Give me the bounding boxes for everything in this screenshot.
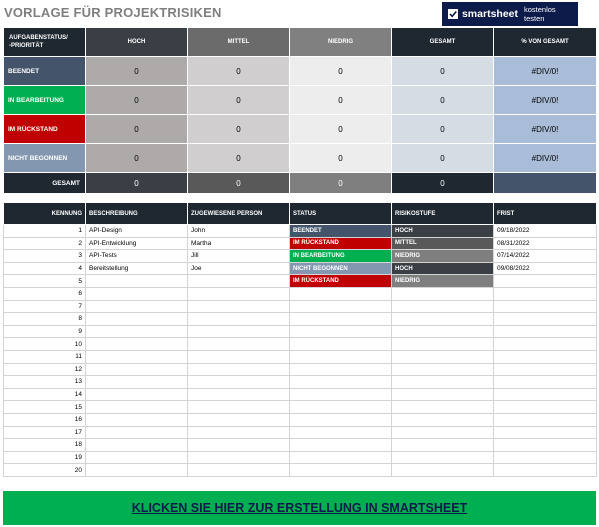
task-risk-cell[interactable]: MITTEL: [392, 237, 494, 250]
task-description-cell[interactable]: [86, 413, 188, 426]
task-description-cell[interactable]: [86, 376, 188, 389]
table-row: [4, 464, 597, 477]
task-due-cell[interactable]: [494, 376, 597, 389]
task-person-cell[interactable]: [188, 338, 290, 351]
task-person-cell[interactable]: [188, 287, 290, 300]
task-due-cell[interactable]: [494, 413, 597, 426]
summary-total-row: [4, 173, 597, 194]
task-person-cell[interactable]: [188, 401, 290, 414]
task-status-cell[interactable]: [290, 464, 392, 477]
task-status-cell[interactable]: BEENDET: [290, 225, 392, 238]
summary-cell[interactable]: 0: [392, 86, 494, 115]
task-due-cell[interactable]: [494, 363, 597, 376]
table-row: [4, 250, 597, 263]
table-row: [4, 262, 597, 275]
summary-total-cell[interactable]: 0: [86, 173, 188, 194]
summary-column-header: % VON GESAMT: [494, 28, 597, 57]
task-risk-cell[interactable]: [392, 439, 494, 452]
table-row: [4, 225, 597, 238]
table-row: [4, 237, 597, 250]
create-in-smartsheet-banner: [3, 491, 596, 525]
create-in-smartsheet-link[interactable]: KLICKEN SIE HIER ZUR ERSTELLUNG IN SMARTSHEET: [131, 501, 468, 515]
task-id-cell[interactable]: 13: [4, 376, 86, 389]
summary-cell[interactable]: 0: [392, 144, 494, 173]
task-person-cell[interactable]: John: [188, 225, 290, 238]
task-id-cell[interactable]: 1: [4, 225, 86, 238]
task-due-cell[interactable]: [494, 313, 597, 326]
summary-cell[interactable]: #DIV/0!: [494, 144, 597, 173]
task-person-cell[interactable]: [188, 439, 290, 452]
brand-name: smartsheet: [461, 8, 518, 20]
task-due-cell[interactable]: [494, 426, 597, 439]
task-risk-cell[interactable]: [392, 451, 494, 464]
task-due-cell[interactable]: [494, 287, 597, 300]
task-id-cell[interactable]: 11: [4, 350, 86, 363]
task-description-cell[interactable]: [86, 439, 188, 452]
summary-cell[interactable]: 0: [290, 57, 392, 86]
task-risk-cell[interactable]: NIEDRIG: [392, 275, 494, 288]
summary-row: [4, 144, 597, 173]
brand-cta: kostenlos testen: [524, 5, 556, 23]
task-person-cell[interactable]: [188, 426, 290, 439]
task-risk-cell[interactable]: [392, 413, 494, 426]
summary-column-header: HOCH: [86, 28, 188, 57]
summary-cell[interactable]: 0: [188, 86, 290, 115]
task-description-cell[interactable]: [86, 338, 188, 351]
task-due-cell[interactable]: [494, 300, 597, 313]
task-id-cell[interactable]: 2: [4, 237, 86, 250]
summary-cell[interactable]: 0: [290, 115, 392, 144]
task-column-header: KENNUNG: [4, 203, 86, 225]
summary-cell[interactable]: 0: [188, 144, 290, 173]
task-status-cell[interactable]: [290, 287, 392, 300]
task-status-cell[interactable]: NICHT BEGONNEN: [290, 262, 392, 275]
smartsheet-check-icon: [448, 9, 458, 19]
task-description-cell[interactable]: [86, 388, 188, 401]
task-person-cell[interactable]: [188, 464, 290, 477]
summary-cell[interactable]: 0: [392, 115, 494, 144]
task-person-cell[interactable]: [188, 363, 290, 376]
task-risk-cell[interactable]: [392, 363, 494, 376]
table-row: [4, 313, 597, 326]
page-title: VORLAGE FÜR PROJEKTRISIKEN: [4, 5, 222, 20]
task-description-cell[interactable]: [86, 426, 188, 439]
table-row: [4, 388, 597, 401]
table-row: [4, 350, 597, 363]
summary-cell[interactable]: 0: [86, 86, 188, 115]
task-column-header: STATUS: [290, 203, 392, 225]
task-description-cell[interactable]: [86, 350, 188, 363]
task-id-cell[interactable]: 3: [4, 250, 86, 263]
task-due-cell[interactable]: [494, 350, 597, 363]
task-id-cell[interactable]: 15: [4, 401, 86, 414]
task-risk-cell[interactable]: [392, 426, 494, 439]
task-risk-cell[interactable]: HOCH: [392, 225, 494, 238]
task-header-row: [4, 203, 597, 225]
task-description-cell[interactable]: Bereitstellung: [86, 262, 188, 275]
smartsheet-trial-banner[interactable]: [442, 2, 578, 26]
task-status-cell[interactable]: [290, 313, 392, 326]
task-due-cell[interactable]: [494, 464, 597, 477]
task-table: [3, 202, 597, 477]
summary-total-cell[interactable]: 0: [188, 173, 290, 194]
task-risk-cell[interactable]: [392, 376, 494, 389]
summary-row-label: NICHT BEGONNEN: [4, 144, 86, 173]
summary-column-header: GESAMT: [392, 28, 494, 57]
task-id-cell[interactable]: 8: [4, 313, 86, 326]
task-due-cell[interactable]: [494, 451, 597, 464]
summary-cell[interactable]: 0: [290, 144, 392, 173]
task-id-cell[interactable]: 18: [4, 439, 86, 452]
task-id-cell[interactable]: 10: [4, 338, 86, 351]
task-status-cell[interactable]: [290, 300, 392, 313]
task-risk-cell[interactable]: [392, 388, 494, 401]
summary-cell[interactable]: 0: [86, 144, 188, 173]
task-status-cell[interactable]: [290, 413, 392, 426]
task-status-cell[interactable]: [290, 439, 392, 452]
task-risk-cell[interactable]: [392, 464, 494, 477]
task-status-cell[interactable]: [290, 325, 392, 338]
summary-total-label: GESAMT: [4, 173, 86, 194]
task-id-cell[interactable]: 19: [4, 451, 86, 464]
task-description-cell[interactable]: [86, 325, 188, 338]
task-due-cell[interactable]: 08/31/2022: [494, 237, 597, 250]
task-status-cell[interactable]: [290, 401, 392, 414]
summary-cell[interactable]: #DIV/0!: [494, 86, 597, 115]
task-person-cell[interactable]: [188, 413, 290, 426]
task-description-cell[interactable]: [86, 464, 188, 477]
task-person-cell[interactable]: [188, 313, 290, 326]
summary-row: [4, 115, 597, 144]
task-id-cell[interactable]: 7: [4, 300, 86, 313]
task-status-cell[interactable]: IN BEARBEITUNG: [290, 250, 392, 263]
task-id-cell[interactable]: 5: [4, 275, 86, 288]
task-status-cell[interactable]: [290, 376, 392, 389]
task-due-cell[interactable]: [494, 275, 597, 288]
summary-column-header: MITTEL: [188, 28, 290, 57]
task-risk-cell[interactable]: [392, 313, 494, 326]
task-id-cell[interactable]: 14: [4, 388, 86, 401]
task-risk-cell[interactable]: [392, 338, 494, 351]
table-row: [4, 401, 597, 414]
task-due-cell[interactable]: [494, 401, 597, 414]
task-person-cell[interactable]: Joe: [188, 262, 290, 275]
task-description-cell[interactable]: API-Tests: [86, 250, 188, 263]
summary-corner-label: AUFGABENSTATUS/ -PRIORITÄT: [4, 28, 86, 57]
table-row: [4, 413, 597, 426]
task-description-cell[interactable]: [86, 300, 188, 313]
task-description-cell[interactable]: [86, 313, 188, 326]
task-id-cell[interactable]: 20: [4, 464, 86, 477]
task-column-header: BESCHREIBUNG: [86, 203, 188, 225]
task-due-cell[interactable]: [494, 439, 597, 452]
task-column-header: RISIKOSTUFE: [392, 203, 494, 225]
task-risk-cell[interactable]: [392, 300, 494, 313]
task-status-cell[interactable]: [290, 363, 392, 376]
task-id-cell[interactable]: 9: [4, 325, 86, 338]
summary-cell[interactable]: 0: [86, 57, 188, 86]
table-row: [4, 451, 597, 464]
summary-cell[interactable]: 0: [86, 115, 188, 144]
task-description-cell[interactable]: [86, 287, 188, 300]
task-due-cell[interactable]: 09/18/2022: [494, 225, 597, 238]
task-person-cell[interactable]: Martha: [188, 237, 290, 250]
task-id-cell[interactable]: 17: [4, 426, 86, 439]
summary-row-label: IN BEARBEITUNG: [4, 86, 86, 115]
task-column-header: ZUGEWIESENE PERSON: [188, 203, 290, 225]
task-id-cell[interactable]: 6: [4, 287, 86, 300]
task-person-cell[interactable]: [188, 325, 290, 338]
task-person-cell[interactable]: Jill: [188, 250, 290, 263]
task-status-cell[interactable]: IM RÜCKSTAND: [290, 237, 392, 250]
table-row: [4, 363, 597, 376]
task-description-cell[interactable]: [86, 401, 188, 414]
task-due-cell[interactable]: 09/08/2022: [494, 262, 597, 275]
task-risk-cell[interactable]: HOCH: [392, 262, 494, 275]
table-row: [4, 338, 597, 351]
task-status-cell[interactable]: [290, 338, 392, 351]
summary-total-cell[interactable]: 0: [392, 173, 494, 194]
table-row: [4, 300, 597, 313]
task-due-cell[interactable]: [494, 338, 597, 351]
summary-row: [4, 86, 597, 115]
summary-header-row: [4, 28, 597, 57]
task-due-cell[interactable]: [494, 325, 597, 338]
task-risk-cell[interactable]: NIEDRIG: [392, 250, 494, 263]
task-due-cell[interactable]: [494, 388, 597, 401]
summary-cell[interactable]: 0: [392, 57, 494, 86]
task-person-cell[interactable]: [188, 275, 290, 288]
task-person-cell[interactable]: [188, 376, 290, 389]
summary-column-header: NIEDRIG: [290, 28, 392, 57]
summary-cell[interactable]: 0: [188, 115, 290, 144]
task-due-cell[interactable]: 07/14/2022: [494, 250, 597, 263]
task-person-cell[interactable]: [188, 388, 290, 401]
task-person-cell[interactable]: [188, 451, 290, 464]
summary-row-label: BEENDET: [4, 57, 86, 86]
task-risk-cell[interactable]: [392, 287, 494, 300]
task-risk-cell[interactable]: [392, 325, 494, 338]
task-person-cell[interactable]: [188, 350, 290, 363]
task-description-cell[interactable]: [86, 363, 188, 376]
table-row: [4, 426, 597, 439]
summary-row: [4, 57, 597, 86]
task-description-cell[interactable]: [86, 275, 188, 288]
task-description-cell[interactable]: API-Design: [86, 225, 188, 238]
task-status-cell[interactable]: [290, 451, 392, 464]
task-id-cell[interactable]: 12: [4, 363, 86, 376]
summary-cell[interactable]: 0: [188, 57, 290, 86]
task-id-cell[interactable]: 16: [4, 413, 86, 426]
task-status-cell[interactable]: [290, 426, 392, 439]
summary-table: [3, 27, 597, 194]
task-description-cell[interactable]: [86, 451, 188, 464]
summary-cell[interactable]: #DIV/0!: [494, 57, 597, 86]
task-column-header: FRIST: [494, 203, 597, 225]
table-row: [4, 376, 597, 389]
task-status-cell[interactable]: [290, 350, 392, 363]
task-person-cell[interactable]: [188, 300, 290, 313]
table-row: [4, 275, 597, 288]
summary-total-cell[interactable]: [494, 173, 597, 194]
task-id-cell[interactable]: 4: [4, 262, 86, 275]
table-row: [4, 287, 597, 300]
task-risk-cell[interactable]: [392, 401, 494, 414]
summary-total-cell[interactable]: 0: [290, 173, 392, 194]
summary-cell[interactable]: 0: [290, 86, 392, 115]
summary-cell[interactable]: #DIV/0!: [494, 115, 597, 144]
table-row: [4, 439, 597, 452]
task-status-cell[interactable]: IM RÜCKSTAND: [290, 275, 392, 288]
task-status-cell[interactable]: [290, 388, 392, 401]
task-description-cell[interactable]: API-Entwicklung: [86, 237, 188, 250]
task-risk-cell[interactable]: [392, 350, 494, 363]
table-row: [4, 325, 597, 338]
summary-row-label: IM RÜCKSTAND: [4, 115, 86, 144]
